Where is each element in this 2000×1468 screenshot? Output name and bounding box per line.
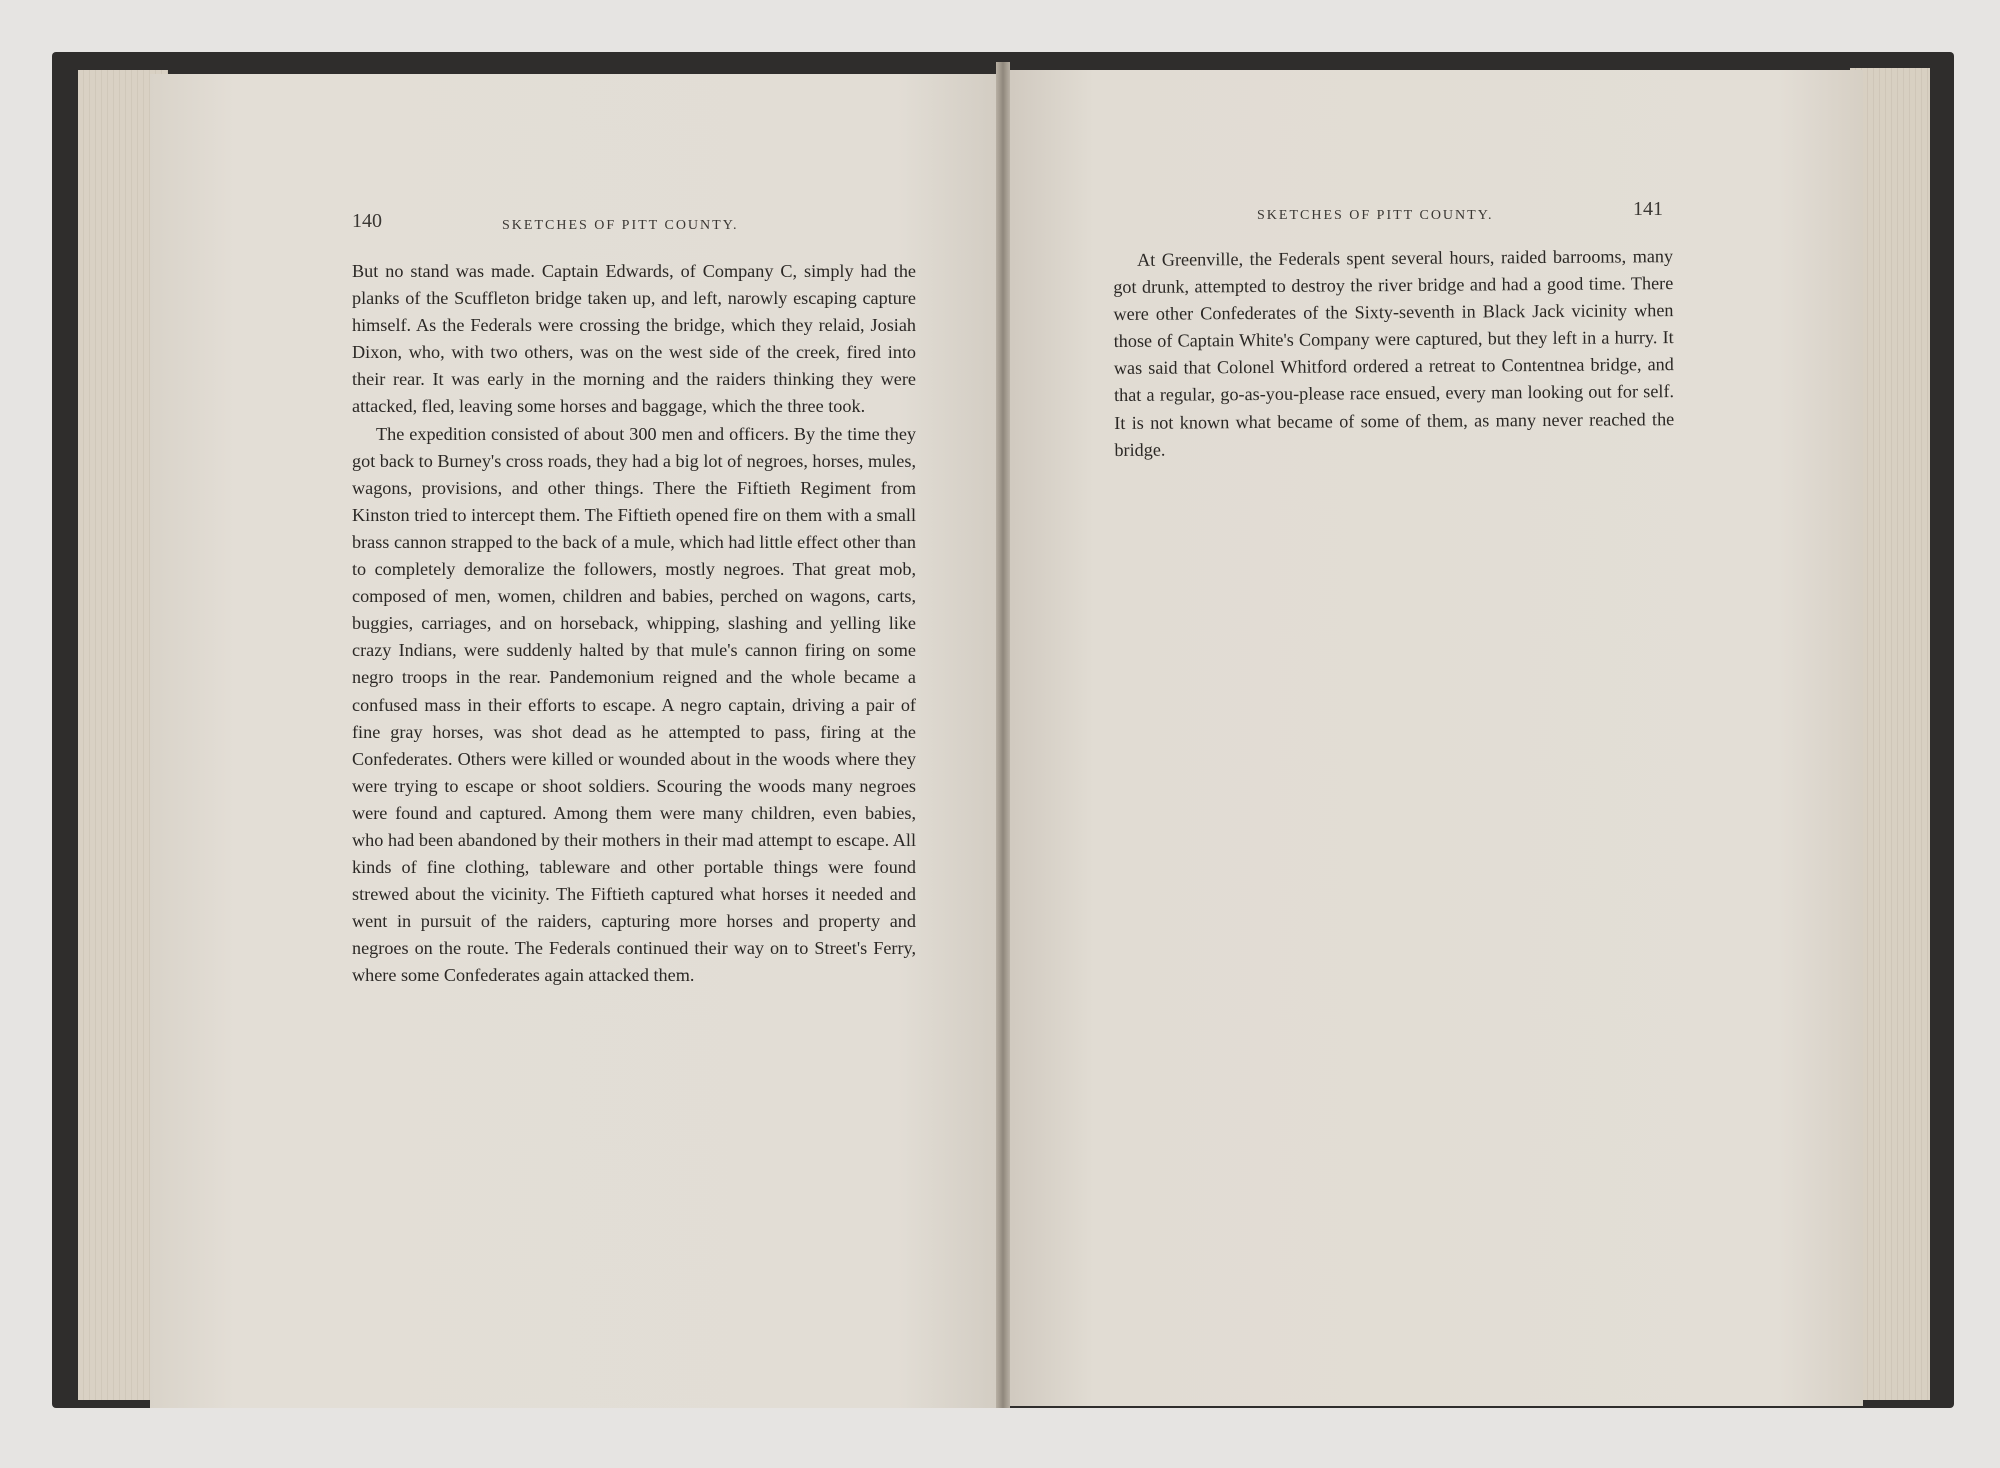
- left-page-text: [352, 258, 916, 990]
- right-page-text: [1113, 243, 1674, 464]
- book-gutter: [996, 62, 1010, 1408]
- left-page-number: 140: [352, 210, 382, 232]
- left-paragraph-1: But no stand was made. Captain Edwards, of Company C, simply had the planks of the Scuffleton bridge taken up, and left, narowly escaping capture himself. As the Federals were crossing the bridge, which they relaid, Josiah Dixon, who, with two others, was on the west side of the creek, fired into their rear. It was early in the morning and the raiders thinking they were attacked, fled, leaving some horses and baggage, which the three took.: [352, 261, 916, 417]
- left-running-head: SKETCHES OF PITT COUNTY.: [502, 218, 739, 233]
- right-running-head: SKETCHES OF PITT COUNTY.: [1257, 208, 1494, 223]
- right-page-number: 141: [1633, 198, 1663, 220]
- right-paragraph-1: At Greenville, the Federals spent several hours, raided barrooms, many got drunk, attempted to destroy the river bridge and had a good time. There were other Confederates of the Sixty-seventh in Black Jack vicinity when those of Captain White's Company were captured, but they left in a hurry. It was said that Colonel Whitford ordered a retreat to Contentnea bridge, and that a regular, go-as-you-please race ensued, every man looking out for self. It is not known what became of some of them, as many never reached the bridge.: [1113, 246, 1675, 460]
- left-paragraph-2: The expedition consisted of about 300 men and officers. By the time they got back to Burney's cross roads, they had a big lot of negroes, horses, mules, wagons, provisions, and other things. There the Fiftieth Regiment from Kinston tried to intercept them. The Fiftieth opened fire on them with a small brass cannon strapped to the back of a mule, which had little effect other than to completely demoralize the followers, mostly negroes. That great mob, composed of men, women, children and babies, perched on wagons, carts, buggies, carriages, and on horseback, whipping, slashing and yelling like crazy Indians, were suddenly halted by that mule's cannon firing on some negro troops in the rear. Pandemonium reigned and the whole became a confused mass in their efforts to escape. A negro captain, driving a pair of fine gray horses, was shot dead as he attempted to pass, firing at the Confederates. Others were killed or wounded about in the woods where they were trying to escape or shoot soldiers. Scouring the woods many negroes were found and captured. Among them were many children, even babies, who had been abandoned by their mothers in their mad attempt to escape. All kinds of fine clothing, tableware and other portable things were found strewed about the vicinity. The Fiftieth captured what horses it needed and went in pursuit of the raiders, capturing more horses and property and negroes on the route. The Federals continued their way on to Street's Ferry, where some Confederates again attacked them.: [352, 423, 916, 986]
